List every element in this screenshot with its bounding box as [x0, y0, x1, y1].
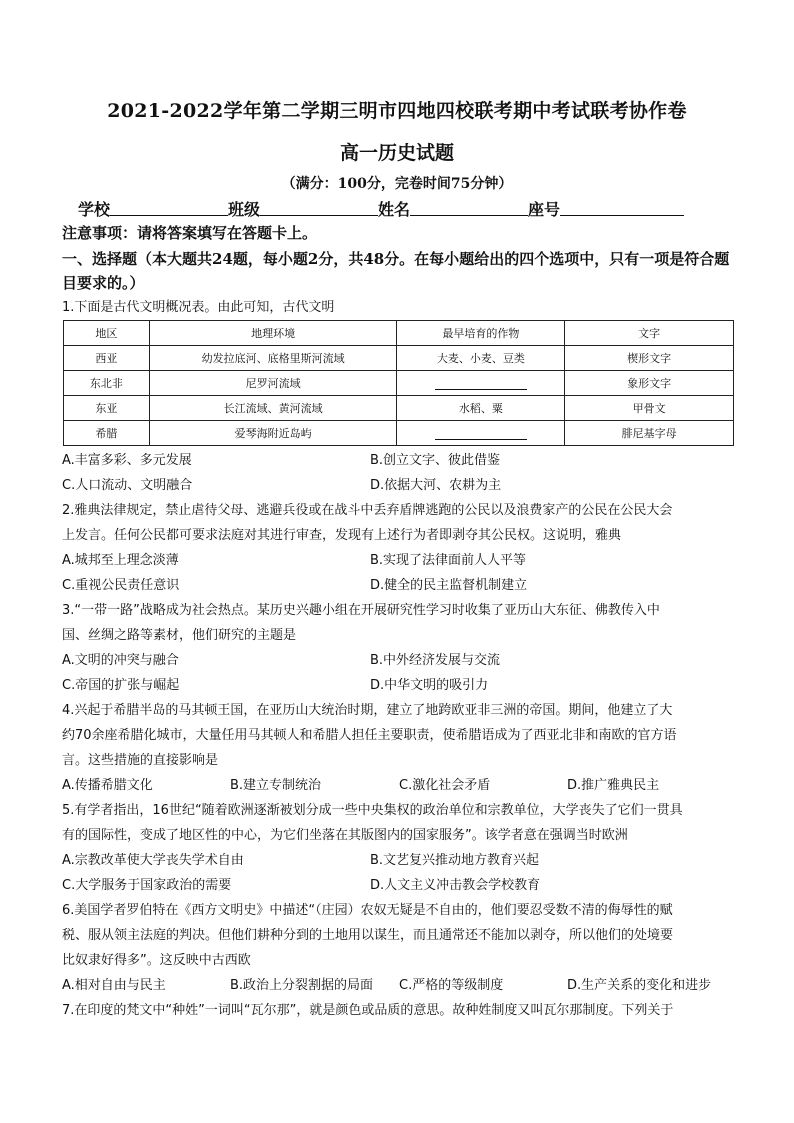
q6-option-a: A.相对自由与民主: [62, 978, 166, 993]
q5-option-b: B.文艺复兴推动地方教育兴起: [370, 853, 540, 868]
table-header: 文字: [565, 321, 734, 346]
student-info-line: [78, 197, 738, 220]
q1-option-b: B.创立文字、彼此借鉴: [370, 453, 501, 468]
question-5-line-2: 有的国际性，变成了地区性的中心，为它们坐落在其版图内的国家服务”。该学者意在强调当时欧洲: [62, 828, 628, 843]
table-cell: 楔形文字: [565, 346, 734, 371]
q2-option-d: D.健全的民主监督机制建立: [370, 578, 528, 593]
table-cell-blank: [397, 421, 565, 446]
notice: 注意事项：请将答案填写在答题卡上。: [62, 224, 318, 242]
q2-option-a: A.城邦至上理念淡薄: [62, 553, 179, 568]
table-cell: 东亚: [64, 396, 150, 421]
table-cell-blank: [397, 371, 565, 396]
q6-option-c: C.严格的等级制度: [399, 978, 504, 993]
question-6-line-3: 比奴隶好得多”。这反映中古西欧: [62, 953, 251, 968]
table-cell: 爱琴海附近岛屿: [149, 421, 397, 446]
table-row: [64, 371, 734, 396]
question-2-line-2: 上发言。任何公民都可要求法庭对其进行审查，发现有上述行为者即剥夺其公民权。这说明，雅典: [62, 528, 622, 543]
name-blank: [410, 197, 528, 216]
table-row: [64, 346, 734, 371]
q2-option-b: B.实现了法律面前人人平等: [370, 553, 527, 568]
seat-label: 座号: [528, 200, 561, 219]
question-4-line-2: 约70余座希腊化城市，大量任用马其顿人和希腊人担任主要职责，使希腊语成为了西亚北非和南欧的官方语: [62, 728, 677, 743]
question-6-line-2: 税、服从领主法庭的判决。但他们耕种分到的土地用以谋生，而且通常还不能加以剥夺，所以他们的处境要: [62, 928, 674, 943]
table-cell: 象形文字: [565, 371, 734, 396]
table-cell: 大麦、小麦、豆类: [397, 346, 565, 371]
q3-option-d: D.中华文明的吸引力: [370, 678, 489, 693]
question-4-line-1: 4.兴起于希腊半岛的马其顿王国，在亚历山大统治时期，建立了地跨欧亚非三洲的帝国。期间，他建立了大: [62, 703, 673, 718]
civilization-table: [63, 320, 734, 446]
exam-title: 2021-2022学年第二学期三明市四地四校联考期中考试联考协作卷: [107, 100, 687, 122]
table-cell: 甲骨文: [565, 396, 734, 421]
table-cell: 幼发拉底河、底格里斯河流域: [149, 346, 397, 371]
table-cell: 尼罗河流域: [149, 371, 397, 396]
q4-option-b: B.建立专制统治: [230, 778, 322, 793]
answer-blank: [435, 427, 527, 440]
score-info: （满分：100分，完卷时间75分钟）: [281, 176, 513, 192]
question-5-line-1: 5.有学者指出，16世纪“随着欧洲逐渐被划分成一些中央集权的政治单位和宗教单位，大学丧失了它们一贯具: [62, 803, 683, 818]
table-header: 地区: [64, 321, 150, 346]
answer-blank: [435, 377, 527, 390]
q5-option-a: A.宗教改革使大学丧失学术自由: [62, 853, 244, 868]
table-cell: 腓尼基字母: [565, 421, 734, 446]
question-3-line-1: 3.“一带一路”战略成为社会热点。某历史兴趣小组在开展研究性学习时收集了亚历山大东征、佛教传入中: [62, 603, 660, 618]
table-cell: 西亚: [64, 346, 150, 371]
question-7-line-1: 7.在印度的梵文中“种姓”一词叫“瓦尔那”，就是颜色或品质的意思。故种姓制度又叫瓦尔那制度。下列关于: [62, 1003, 674, 1018]
table-cell: 希腊: [64, 421, 150, 446]
section-heading: 一、选择题（本大题共24题，每小题2分，共48分。在每小题给出的四个选项中，只有一项是符合题目要求的。）: [62, 250, 730, 292]
q1-option-c: C.人口流动、文明融合: [62, 478, 193, 493]
seat-blank: [560, 197, 684, 216]
q1-option-d: D.依据大河、农耕为主: [370, 478, 502, 493]
table-cell: 东北非: [64, 371, 150, 396]
question-2-line-1: 2.雅典法律规定，禁止虐待父母、逃避兵役或在战斗中丢弃盾牌逃跑的公民以及浪费家产的公民在公民大会: [62, 503, 673, 518]
school-label: 学校: [78, 200, 111, 219]
q4-option-d: D.推广雅典民主: [567, 778, 660, 793]
table-cell: 水稻、粟: [397, 396, 565, 421]
school-blank: [110, 197, 228, 216]
name-label: 姓名: [378, 200, 411, 219]
table-header-row: [64, 321, 734, 346]
table-cell: 长江流域、黄河流域: [149, 396, 397, 421]
class-label: 班级: [228, 200, 261, 219]
q5-option-d: D.人文主义冲击教会学校教育: [370, 878, 541, 893]
q6-option-d: D.生产关系的变化和进步: [567, 978, 712, 993]
q4-option-a: A.传播希腊文化: [62, 778, 153, 793]
class-blank: [260, 197, 378, 216]
q1-option-a: A.丰富多彩、多元发展: [62, 453, 192, 468]
question-3-line-2: 国、丝绸之路等素材，他们研究的主题是: [62, 628, 297, 643]
q3-option-a: A.文明的冲突与融合: [62, 653, 179, 668]
table-row: [64, 396, 734, 421]
table-header: 地理环境: [149, 321, 397, 346]
exam-subtitle: 高一历史试题: [339, 142, 454, 164]
q2-option-c: C.重视公民责任意识: [62, 578, 180, 593]
question-4-line-3: 言。这些措施的直接影响是: [62, 753, 219, 768]
question-1-stem: 1.下面是古代文明概况表。由此可知，古代文明: [62, 300, 335, 315]
q3-option-b: B.中外经济发展与交流: [370, 653, 501, 668]
question-6-line-1: 6.美国学者罗伯特在《西方文明史》中描述“（庄园）农奴无疑是不自由的，他们要忍受数不清的侮辱性的赋: [62, 903, 673, 918]
table-header: 最早培育的作物: [397, 321, 565, 346]
q6-option-b: B.政治上分裂割据的局面: [230, 978, 374, 993]
table-row: [64, 421, 734, 446]
q4-option-c: C.激化社会矛盾: [399, 778, 491, 793]
q5-option-c: C.大学服务于国家政治的需要: [62, 878, 232, 893]
q3-option-c: C.帝国的扩张与崛起: [62, 678, 180, 693]
